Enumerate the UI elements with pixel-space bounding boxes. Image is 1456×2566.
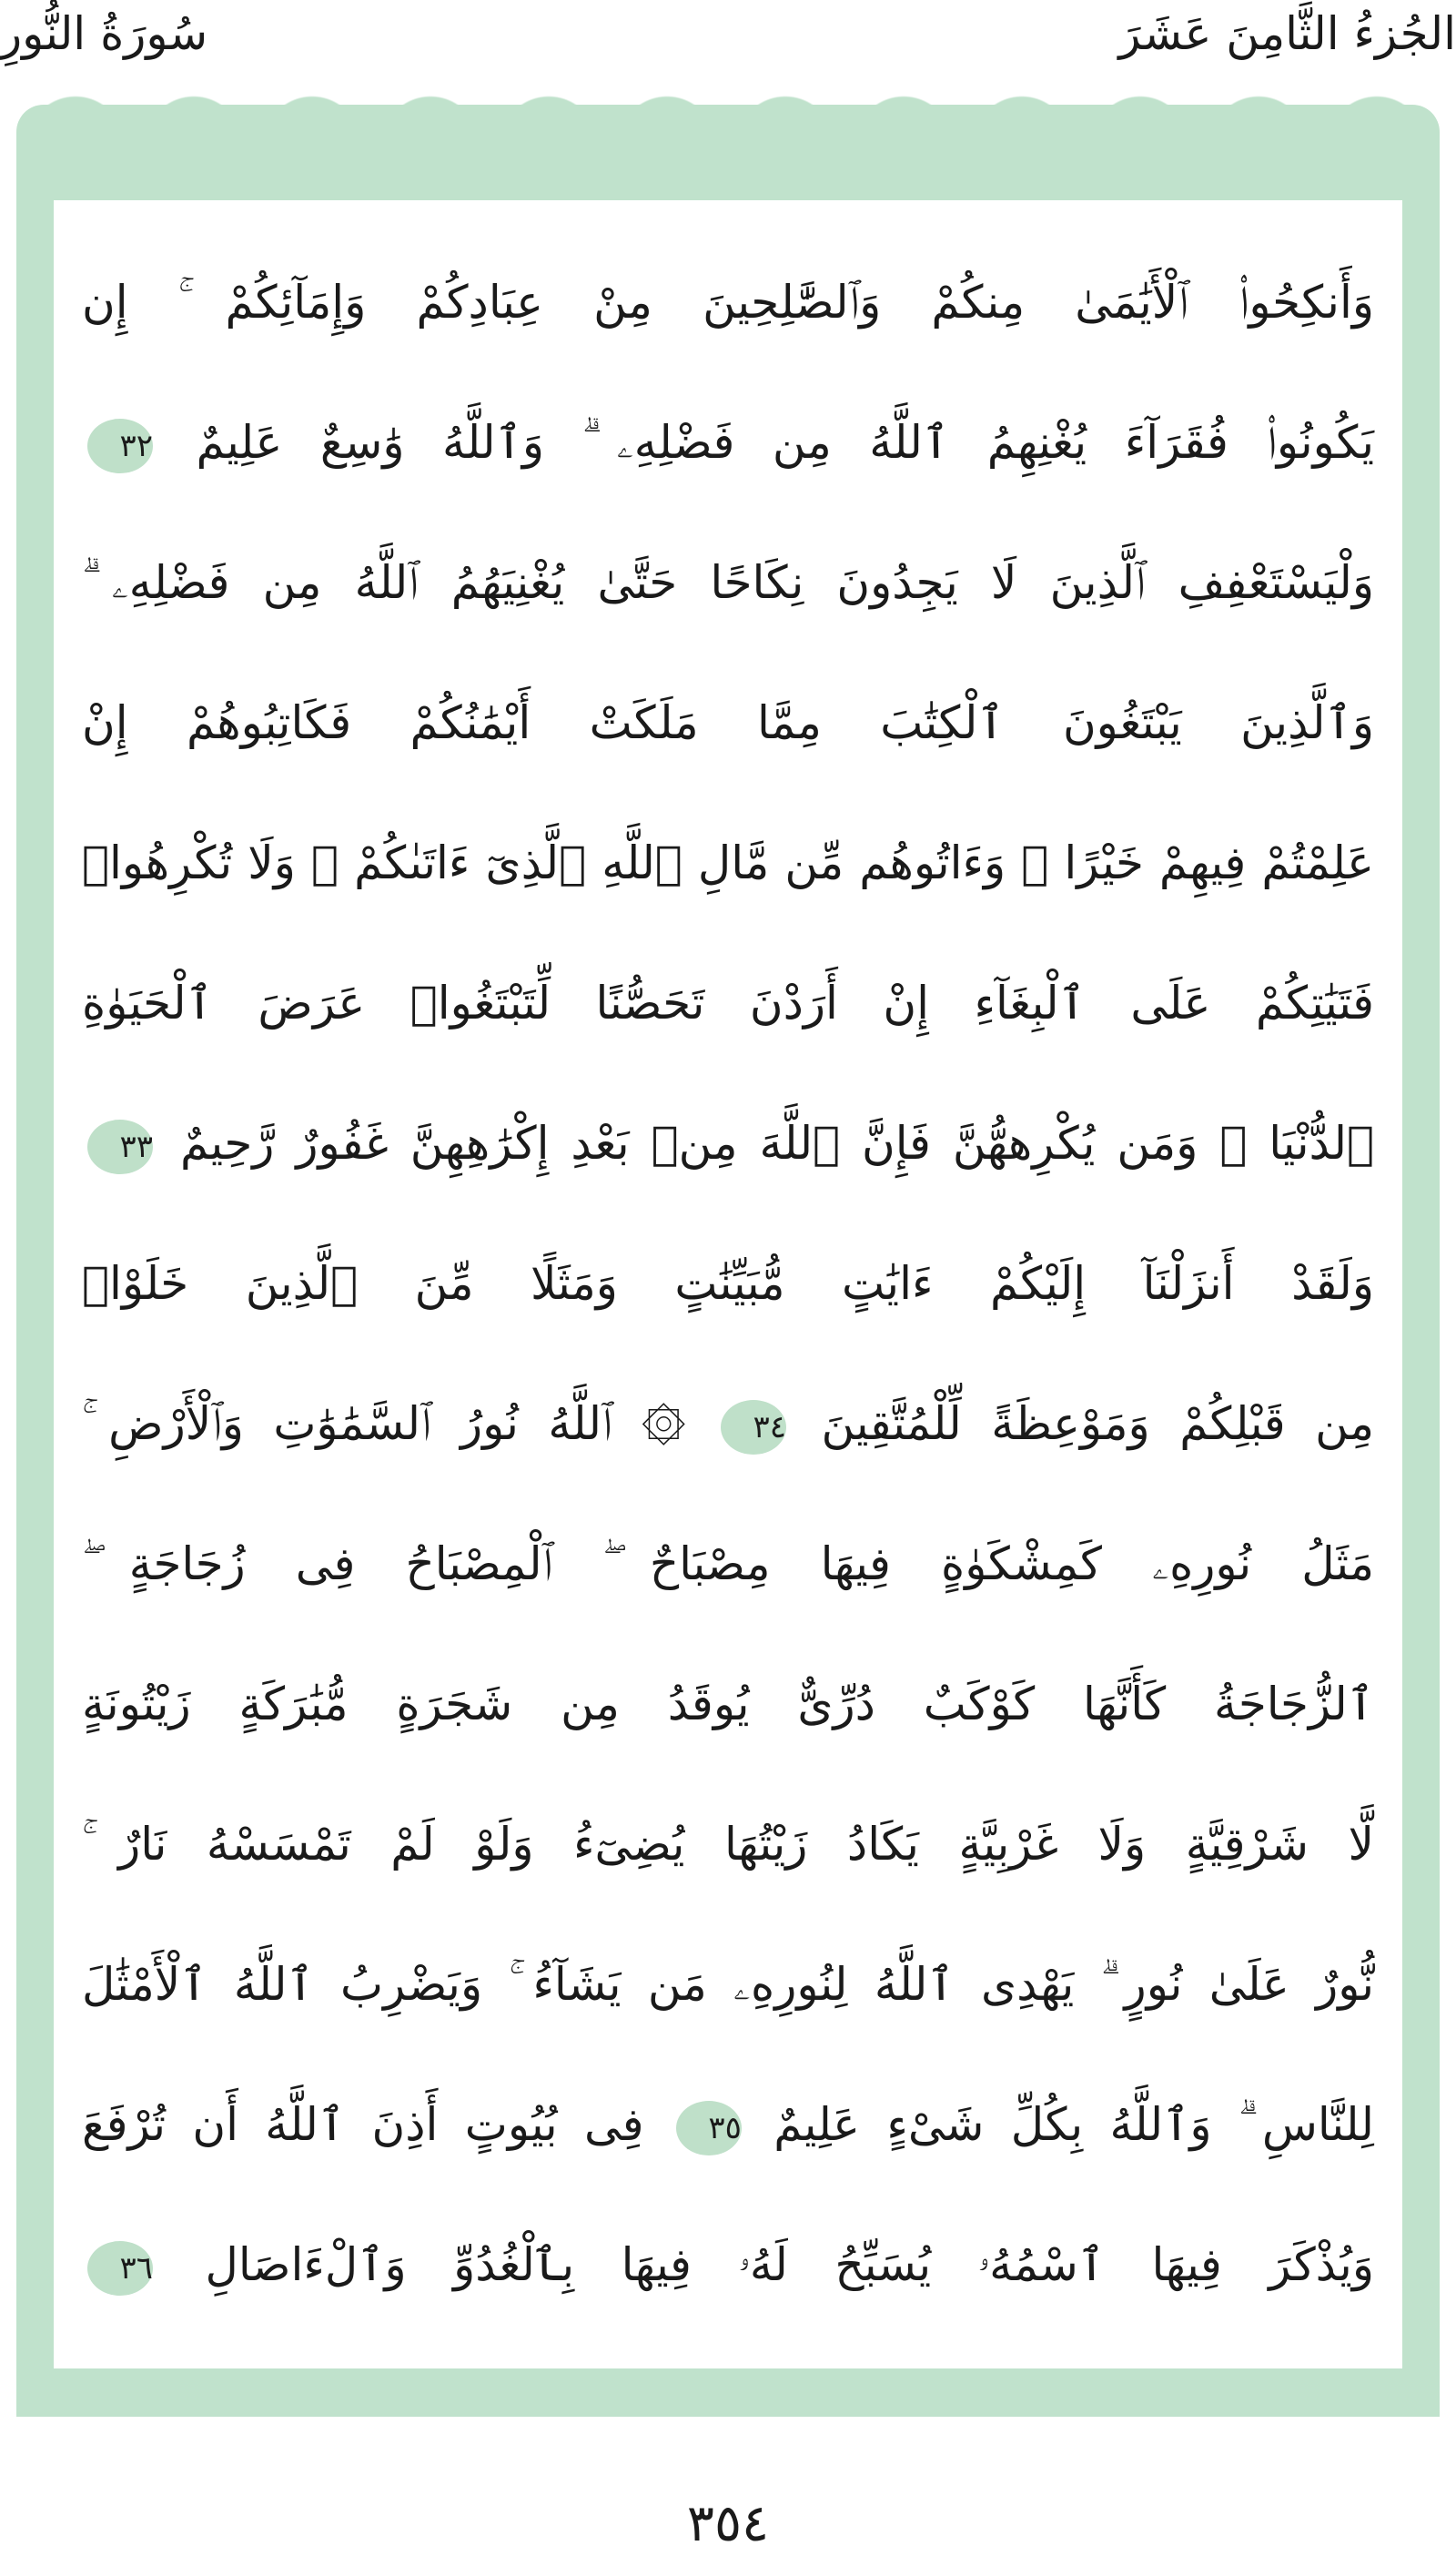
text-line bbox=[82, 1774, 1374, 1914]
text-line bbox=[82, 1914, 1374, 2054]
quran-text bbox=[82, 232, 1374, 2335]
verse-text: وَلَقَدْ أَنزَلْنَآ إِلَيْكُمْ ءَايَٰتٍ مُّبَيِّنَٰتٍ وَمَثَلًا مِّنَ ٱلَّذِينَ خَلَوْا۟ bbox=[82, 1257, 1374, 1310]
surah-header: سُورَةُ النُّورِ bbox=[0, 7, 208, 60]
verse-text: ۞ ٱللَّهُ نُورُ ٱلسَّمَٰوَٰتِ وَٱلْأَرْضِ ۚ bbox=[82, 1397, 686, 1450]
text-line bbox=[82, 372, 1374, 512]
verse-text: وَلْيَسْتَعْفِفِ ٱلَّذِينَ لَا يَجِدُونَ نِكَاحًا حَتَّىٰ يُغْنِيَهُمُ ٱللَّهُ مِن فَضْلِهِۦ ۗ bbox=[82, 556, 1374, 609]
page-number: ٣٥٤ bbox=[686, 2494, 770, 2553]
verse-text: ٱلدُّنْيَا ۚ وَمَن يُكْرِههُّنَّ فَإِنَّ ٱللَّهَ مِنۢ بَعْدِ إِكْرَٰهِهِنَّ غَفُورٌ رَّحِيمٌ bbox=[179, 1117, 1375, 1170]
verse-text: لَّا شَرْقِيَّةٍ وَلَا غَرْبِيَّةٍ يَكَادُ زَيْتُهَا يُضِىٓءُ وَلَوْ لَمْ تَمْسَسْهُ نَارٌ ۚ bbox=[82, 1818, 1374, 1871]
text-line bbox=[82, 512, 1374, 653]
verse-text: يَكُونُوا۟ فُقَرَآءَ يُغْنِهِمُ ٱللَّهُ مِن فَضْلِهِۦ ۗ وَٱللَّهُ وَٰسِعٌ عَلِيمٌ bbox=[196, 416, 1374, 469]
verse-number-marker: ٣٤ bbox=[721, 1400, 786, 1455]
verse-text: مِن قَبْلِكُمْ وَمَوْعِظَةً لِّلْمُتَّقِينَ bbox=[821, 1397, 1374, 1450]
text-line bbox=[82, 793, 1374, 933]
verse-text: وَيُذْكَرَ فِيهَا ٱسْمُهُۥ يُسَبِّحُ لَهُۥ فِيهَا بِٱلْغُدُوِّ وَٱلْءَاصَالِ bbox=[205, 2238, 1374, 2291]
verse-text: نُّورٌ عَلَىٰ نُورٍ ۗ يَهْدِى ٱللَّهُ لِنُورِهِۦ مَن يَشَآءُ ۚ وَيَضْرِبُ ٱللَّهُ ٱلْأَمْثَٰلَ bbox=[82, 1958, 1374, 2011]
text-line bbox=[82, 1634, 1374, 1774]
juz-header: الجُزءُ الثَّامِنَ عَشَرَ bbox=[1118, 7, 1456, 60]
text-line bbox=[82, 1494, 1374, 1634]
text-line bbox=[82, 653, 1374, 793]
verse-text: لِلنَّاسِ ۗ وَٱللَّهُ بِكُلِّ شَىْءٍ عَلِيمٌ bbox=[774, 2098, 1374, 2151]
text-line bbox=[82, 2054, 1374, 2195]
verse-number-marker: ٣٣ bbox=[87, 1120, 153, 1174]
text-line bbox=[82, 2195, 1374, 2335]
text-line bbox=[82, 232, 1374, 372]
verse-number-marker: ٣٦ bbox=[87, 2241, 153, 2296]
verse-text: مَثَلُ نُورِهِۦ كَمِشْكَوٰةٍ فِيهَا مِصْبَاحٌ ۖ ٱلْمِصْبَاحُ فِى زُجَاجَةٍ ۖ bbox=[82, 1537, 1374, 1590]
verse-text: وَأَنكِحُوا۟ ٱلْأَيَٰمَىٰ مِنكُمْ وَٱلصَّٰلِحِينَ مِنْ عِبَادِكُمْ وَإِمَآئِكُمْ ۚ إِن bbox=[82, 276, 1374, 329]
text-line bbox=[82, 933, 1374, 1073]
text-line bbox=[82, 1213, 1374, 1354]
verse-number-marker: ٣٥ bbox=[676, 2101, 742, 2155]
verse-text: عَلِمْتُمْ فِيهِمْ خَيْرًا ۖ وَءَاتُوهُم مِّن مَّالِ ٱللَّهِ ٱلَّذِىٓ ءَاتَىٰكُمْ ۚ وَلَا تُكْرِهُوا۟ bbox=[82, 837, 1374, 889]
text-line bbox=[82, 1073, 1374, 1213]
verse-number-marker: ٣٢ bbox=[87, 419, 153, 473]
verse-text: وَٱلَّذِينَ يَبْتَغُونَ ٱلْكِتَٰبَ مِمَّا مَلَكَتْ أَيْمَٰنُكُمْ فَكَاتِبُوهُمْ إِنْ bbox=[82, 696, 1374, 749]
text-line bbox=[82, 1354, 1374, 1494]
verse-text: فَتَيَٰتِكُمْ عَلَى ٱلْبِغَآءِ إِنْ أَرَدْنَ تَحَصُّنًا لِّتَبْتَغُوا۟ عَرَضَ ٱلْحَيَوٰةِ bbox=[82, 977, 1374, 1029]
verse-text: ٱلزُّجَاجَةُ كَأَنَّهَا كَوْكَبٌ دُرِّىٌّ يُوقَدُ مِن شَجَرَةٍ مُّبَٰرَكَةٍ زَيْتُونَةٍ bbox=[82, 1678, 1374, 1730]
verse-text: فِى بُيُوتٍ أَذِنَ ٱللَّهُ أَن تُرْفَعَ bbox=[82, 2098, 644, 2151]
